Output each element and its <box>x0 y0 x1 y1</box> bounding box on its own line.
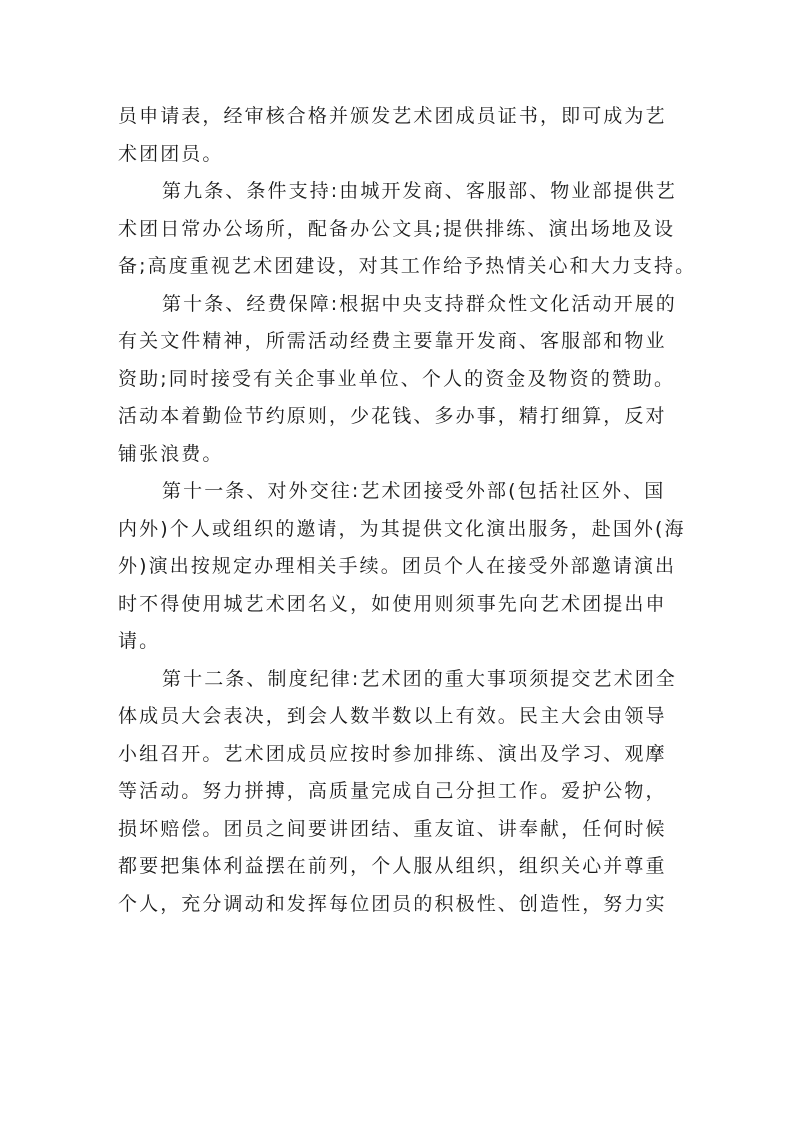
text-line: 术团日常办公场所，配备办公文具;提供排练、演出场地及设 <box>118 217 676 240</box>
text-line: 时不得使用城艺术团名义，如使用则须事先向艺术团提出申 <box>118 592 667 615</box>
paragraph-first-line: 第十二条、制度纪律:艺术团的重大事项须提交艺术团全 <box>162 667 677 690</box>
text-line: 铺张浪费。 <box>118 442 224 465</box>
text-line: 等活动。努力拼搏，高质量完成自己分担工作。爱护公物， <box>118 780 667 802</box>
text-line: 请。 <box>118 630 161 652</box>
text-line: 活动本着勤俭节约原则，少花钱、多办事，精打细算，反对 <box>118 405 667 427</box>
text-line: 有关文件精神，所需活动经费主要靠开发商、客服部和物业 <box>118 330 667 352</box>
text-line: 损坏赔偿。团员之间要讲团结、重友谊、讲奉献，任何时候 <box>118 817 667 840</box>
document-body <box>118 98 697 923</box>
text-line: 都要把集体利益摆在前列，个人服从组织，组织关心并尊重 <box>118 855 667 877</box>
text-line: 备;高度重视艺术团建设，对其工作给予热情关心和大力支持。 <box>118 255 697 277</box>
text-line: 内外)个人或组织的邀请，为其提供文化演出服务，赴国外(海 <box>118 517 686 540</box>
text-line: 资助;同时接受有关企事业单位、个人的资金及物资的赞助。 <box>118 367 676 390</box>
paragraph-first-line: 第十条、经费保障:根据中央支持群众性文化活动开展的 <box>162 292 677 315</box>
text-line: 外)演出按规定办理相关手续。团员个人在接受外部邀请演出 <box>118 555 677 577</box>
paragraph-first-line: 第九条、条件支持:由城开发商、客服部、物业部提供艺 <box>162 180 677 202</box>
paragraph-first-line: 第十一条、对外交往:艺术团接受外部(包括社区外、国 <box>162 480 666 502</box>
text-line: 个人，充分调动和发挥每位团员的积极性、创造性，努力实 <box>118 892 667 915</box>
text-line: 术团团员。 <box>118 142 224 165</box>
text-line: 员申请表，经审核合格并颁发艺术团成员证书，即可成为艺 <box>118 105 667 127</box>
text-line: 小组召开。艺术团成员应按时参加排练、演出及学习、观摩 <box>118 742 667 765</box>
text-line: 体成员大会表决，到会人数半数以上有效。民主大会由领导 <box>118 705 667 727</box>
